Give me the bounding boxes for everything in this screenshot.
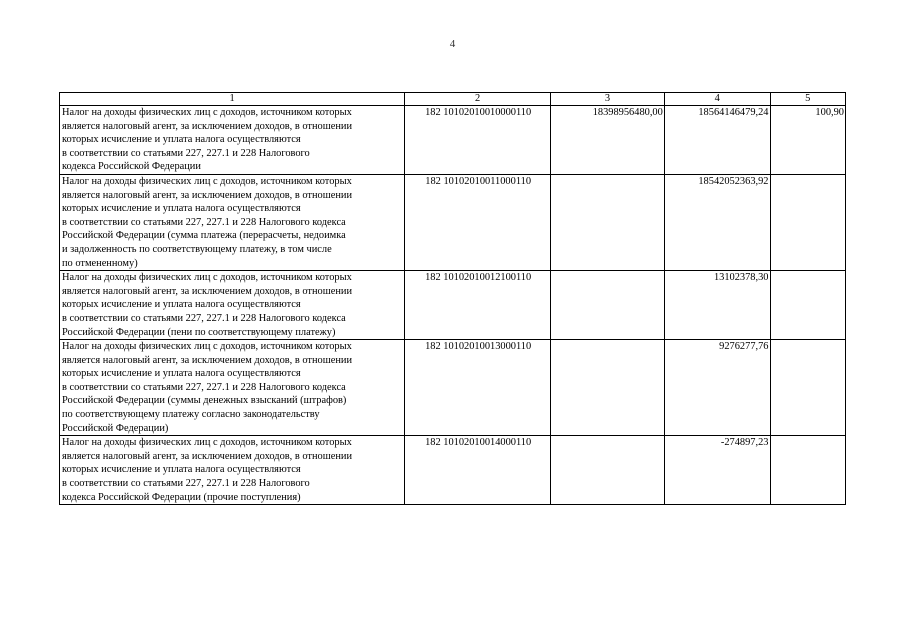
classification-code-cell: 182 10102010010000110 [405, 106, 551, 175]
classification-code-cell: 182 10102010012100110 [405, 271, 551, 340]
page-number: 4 [449, 38, 456, 50]
tax-name-line: по соответствующему платежу согласно законодательству [62, 409, 320, 421]
column-header: 4 [664, 93, 770, 106]
tax-name-line: является налоговый агент, за исключением доходов, в отношении [62, 285, 353, 297]
execution-percent-cell [770, 340, 846, 436]
tax-name-cell [60, 271, 405, 340]
tax-name-line: по отмененному) [62, 257, 138, 269]
tax-name-line: Налог на доходы физических лиц с доходов, источником которых [62, 341, 352, 353]
execution-percent-cell [770, 174, 846, 270]
classification-code-cell: 182 10102010011000110 [405, 174, 551, 270]
income-report-table [59, 92, 846, 505]
table-row [60, 436, 846, 505]
actual-amount-cell: 18542052363,92 [664, 174, 770, 270]
execution-percent-cell: 100,90 [770, 106, 846, 175]
tax-name-line: в соответствии со статьями 227, 227.1 и 228 Налогового [62, 478, 310, 490]
tax-name-line: Российской Федерации (суммы денежных взысканий (штрафов) [62, 395, 347, 407]
tax-name-line: и задолженность по соответствующему платежу, в том числе [62, 243, 332, 255]
tax-name-line: Российской Федерации (сумма платежа (перерасчеты, недоимка [62, 230, 346, 242]
tax-name-line: является налоговый агент, за исключением доходов, в отношении [62, 354, 353, 366]
tax-name-line: является налоговый агент, за исключением доходов, в отношении [62, 189, 353, 201]
tax-name-cell [60, 106, 405, 175]
actual-amount-cell: 13102378,30 [664, 271, 770, 340]
table-row [60, 271, 846, 340]
tax-name-line: в соответствии со статьями 227, 227.1 и 228 Налогового кодекса [62, 381, 346, 393]
tax-name-line: в соответствии со статьями 227, 227.1 и 228 Налогового кодекса [62, 216, 346, 228]
table-header-row [60, 93, 846, 106]
column-header: 3 [551, 93, 665, 106]
tax-name-line: которых исчисление и уплата налога осуществляются [62, 464, 301, 476]
approved-amount-cell [551, 340, 665, 436]
approved-amount-cell: 18398956480,00 [551, 106, 665, 175]
actual-amount-cell: -274897,23 [664, 436, 770, 505]
tax-name-line: является налоговый агент, за исключением доходов, в отношении [62, 450, 353, 462]
execution-percent-cell [770, 436, 846, 505]
tax-name-line: которых исчисление и уплата налога осуществляются [62, 299, 301, 311]
column-header: 5 [770, 93, 846, 106]
actual-amount-cell: 18564146479,24 [664, 106, 770, 175]
tax-name-line: кодекса Российской Федерации [62, 161, 201, 173]
tax-name-cell [60, 340, 405, 436]
table-row [60, 174, 846, 270]
tax-name-line: в соответствии со статьями 227, 227.1 и 228 Налогового [62, 147, 310, 159]
column-header: 2 [405, 93, 551, 106]
table-row [60, 106, 846, 175]
tax-name-line: в соответствии со статьями 227, 227.1 и 228 Налогового кодекса [62, 312, 346, 324]
tax-name-line: Налог на доходы физических лиц с доходов, источником которых [62, 175, 352, 187]
tax-name-line: кодекса Российской Федерации (прочие поступления) [62, 491, 301, 503]
execution-percent-cell [770, 271, 846, 340]
tax-name-cell [60, 436, 405, 505]
tax-name-line: Налог на доходы физических лиц с доходов, источником которых [62, 107, 352, 118]
approved-amount-cell [551, 174, 665, 270]
classification-code-cell: 182 10102010014000110 [405, 436, 551, 505]
actual-amount-cell: 9276277,76 [664, 340, 770, 436]
tax-name-line: Налог на доходы физических лиц с доходов, источником которых [62, 437, 352, 449]
tax-name-line: Российской Федерации) [62, 422, 169, 434]
classification-code-cell: 182 10102010013000110 [405, 340, 551, 436]
approved-amount-cell [551, 271, 665, 340]
tax-name-line: Налог на доходы физических лиц с доходов, источником которых [62, 272, 352, 284]
table-row [60, 340, 846, 436]
tax-name-cell [60, 174, 405, 270]
column-header: 1 [60, 93, 405, 106]
approved-amount-cell [551, 436, 665, 505]
tax-name-line: которых исчисление и уплата налога осуществляются [62, 134, 301, 146]
tax-name-line: которых исчисление и уплата налога осуществляются [62, 368, 301, 380]
tax-name-line: Российской Федерации (пени по соответствующему платежу) [62, 326, 336, 338]
tax-name-line: является налоговый агент, за исключением доходов, в отношении [62, 120, 353, 132]
tax-name-line: которых исчисление и уплата налога осуществляются [62, 203, 301, 215]
